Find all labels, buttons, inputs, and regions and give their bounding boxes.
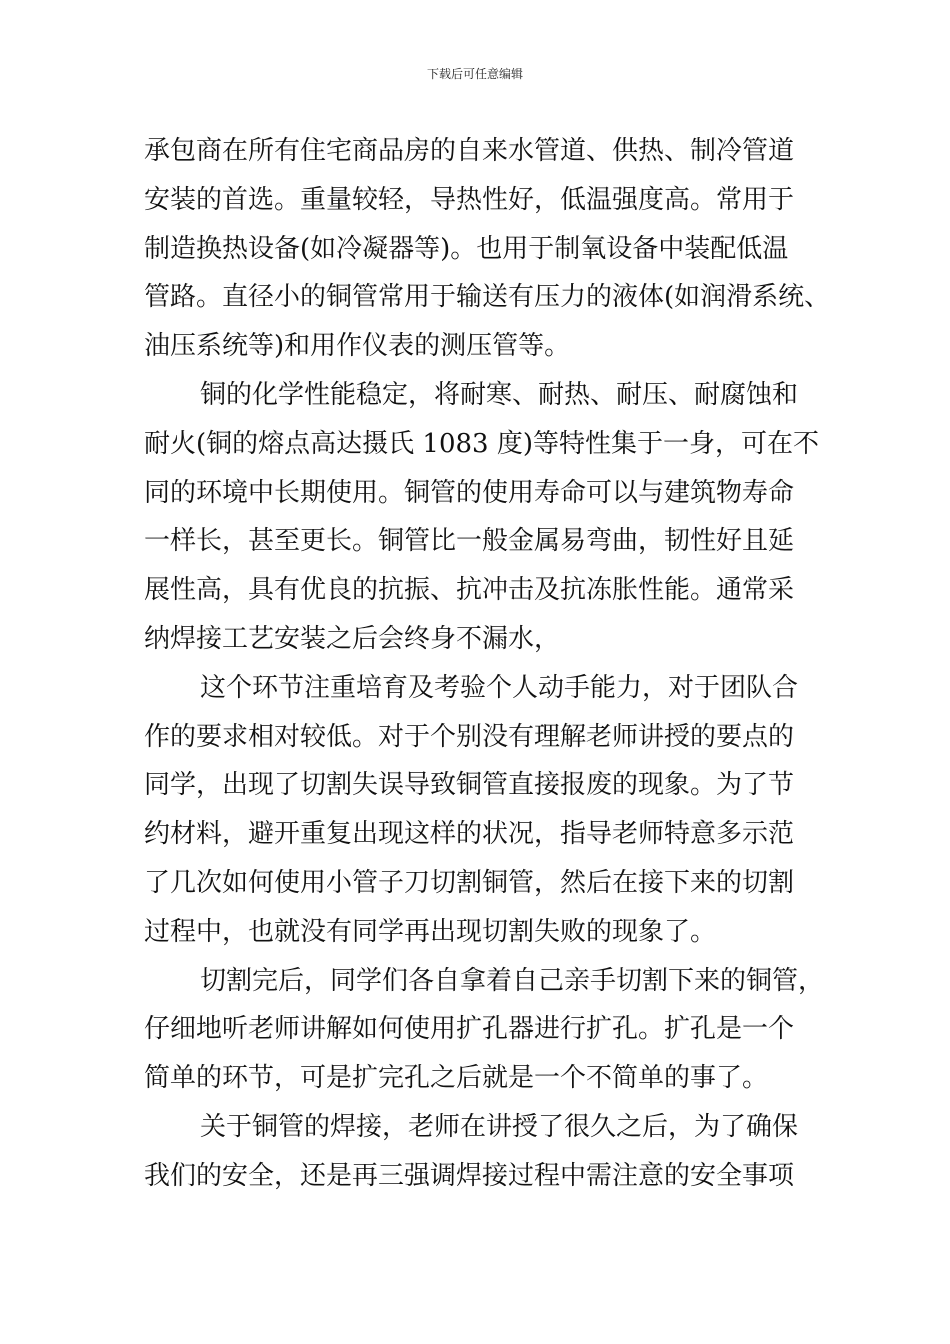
text-line: 简单的环节，可是扩完孔之后就是一个不简单的事了。: [144, 1063, 769, 1094]
text-line: 过程中，也就没有同学再出现切割失败的现象了。: [144, 916, 717, 947]
text-line: 制造换热设备(如冷凝器等)。也用于制氧设备中装配低温: [144, 233, 789, 264]
text-line: 作的要求相对较低。对于个别没有理解老师讲授的要点的: [144, 721, 795, 752]
text-line: 油压系统等)和用作仪表的测压管等。: [144, 331, 571, 362]
text-line: 了几次如何使用小管子刀切割铜管，然后在接下来的切割: [144, 867, 795, 898]
text-line: 关于铜管的焊接，老师在讲授了很久之后，为了确保: [200, 1111, 799, 1142]
page-header: 下载后可任意编辑: [426, 67, 523, 81]
text-line: 我们的安全，还是再三强调焊接过程中需注意的安全事项: [144, 1160, 795, 1191]
text-line: 耐火(铜的熔点高达摄氏 1083 度)等特性集于一身，可在不: [144, 428, 819, 459]
text-line: 安装的首选。重量较轻，导热性好，低温强度高。常用于: [144, 184, 795, 215]
text-line: 同学，出现了切割失误导致铜管直接报废的现象。为了节: [144, 770, 795, 801]
text-line: 仔细地听老师讲解如何使用扩孔器进行扩孔。扩孔是一个: [144, 1014, 795, 1045]
text-line: 一样长，甚至更长。铜管比一般金属易弯曲，韧性好且延: [144, 526, 795, 557]
text-line: 铜的化学性能稳定，将耐寒、耐热、耐压、耐腐蚀和: [200, 379, 799, 410]
text-line: 这个环节注重培育及考验个人动手能力，对于团队合: [200, 672, 799, 703]
text-line: 同的环境中长期使用。铜管的使用寿命可以与建筑物寿命: [144, 477, 795, 508]
text-line: 管路。直径小的铜管常用于输送有压力的液体(如润滑系统、: [144, 282, 831, 313]
text-line: 承包商在所有住宅商品房的自来水管道、供热、制冷管道: [144, 136, 795, 166]
text-line: 纳焊接工艺安装之后会终身不漏水，: [144, 623, 561, 654]
document-body: [144, 127, 834, 1201]
text-line: 约材料，避开重复出现这样的状况，指导老师特意多示范: [144, 819, 795, 850]
text-line: 切割完后，同学们各自拿着自己亲手切割下来的铜管，: [200, 965, 825, 996]
text-line: 展性高，具有优良的抗振、抗冲击及抗冻胀性能。通常采: [144, 575, 795, 606]
